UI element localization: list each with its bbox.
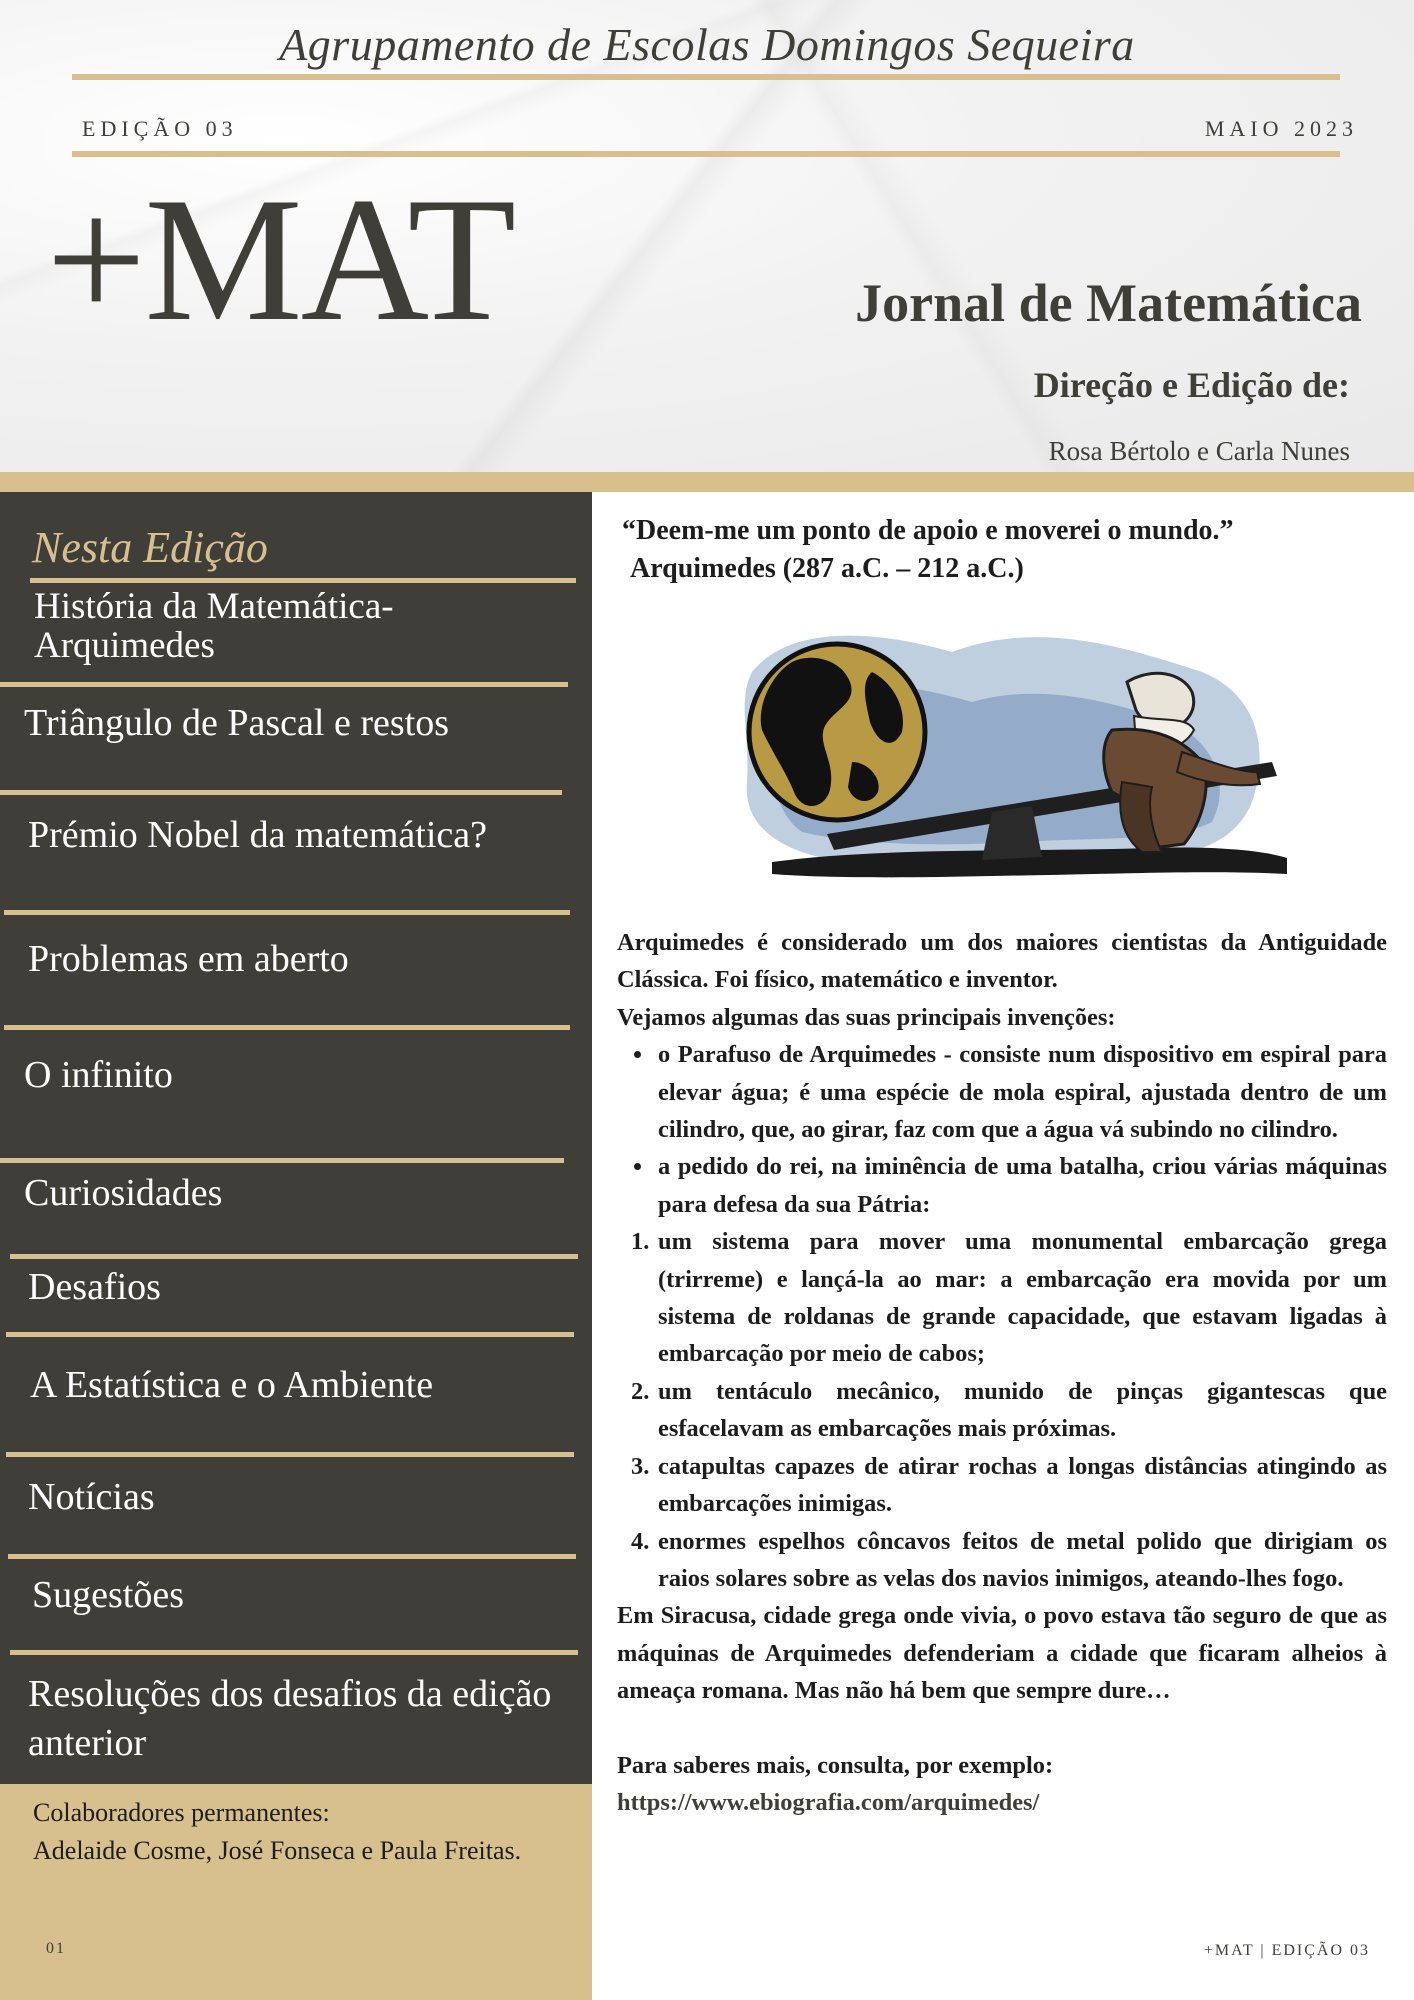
list-number: 2. bbox=[631, 1377, 650, 1405]
paragraph-gap bbox=[617, 1710, 1387, 1747]
journal-subtitle: Jornal de Matemática bbox=[855, 273, 1362, 333]
article-body bbox=[617, 924, 1387, 1821]
quote-author: Arquimedes (287 a.C. – 212 a.C.) bbox=[630, 553, 1024, 584]
collaborators-box bbox=[0, 1784, 592, 2000]
toc-divider bbox=[0, 1158, 564, 1163]
table-of-contents bbox=[0, 492, 592, 1784]
toc-divider bbox=[10, 1254, 578, 1259]
collaborators-title: Colaboradores permanentes: bbox=[33, 1798, 330, 1827]
toc-divider bbox=[6, 1452, 574, 1457]
header-rule-top bbox=[72, 74, 1340, 80]
list-number: 3. bbox=[631, 1452, 650, 1480]
footer-edition: +MAT | EDIÇÃO 03 bbox=[1203, 1942, 1370, 1959]
collaborators-names: Adelaide Cosme, José Fonseca e Paula Freitas. bbox=[33, 1836, 522, 1865]
toc-item-pascal[interactable]: Triângulo de Pascal e restos bbox=[24, 702, 449, 744]
toc-divider bbox=[8, 1554, 576, 1559]
closing-paragraph: Em Siracusa, cidade grega onde vivia, o povo estava tão seguro de que as máquinas de Arquimedes defenderiam a cidade que ficaram alheios à ameaça romana. Mas não há bem que sempre dure… bbox=[617, 1602, 1387, 1705]
toc-item-resolucoes[interactable]: Resoluções dos desafios da edição anterior bbox=[28, 1673, 552, 1764]
toc-item-historia[interactable]: História da Matemática- Arquimedes bbox=[34, 586, 394, 666]
list-text: enormes espelhos côncavos feitos de metal polido que dirigiam os raios solares sobre as velas dos navios inimigos, ateando-lhes fogo. bbox=[658, 1527, 1387, 1592]
toc-divider bbox=[10, 1650, 578, 1655]
inventions-list bbox=[617, 1036, 1387, 1223]
toc-heading: Nesta Edição bbox=[32, 523, 268, 572]
toc-item-problemas[interactable]: Problemas em aberto bbox=[28, 938, 349, 980]
toc-item-curiosidades[interactable]: Curiosidades bbox=[24, 1172, 223, 1214]
list-item bbox=[617, 1448, 1387, 1523]
directors-names: Rosa Bértolo e Carla Nunes bbox=[1048, 436, 1350, 466]
list-text: catapultas capazes de atirar rochas a longas distâncias atingindo as embarcações inimigas. bbox=[658, 1452, 1387, 1518]
toc-divider bbox=[4, 1025, 570, 1030]
intro-paragraph: Arquimedes é considerado um dos maiores cientistas da Antiguidade Clássica. Foi físico, matemático e inventor. bbox=[617, 929, 1387, 994]
quote-text: “Deem-me um ponto de apoio e moverei o mundo.” bbox=[622, 515, 1234, 546]
toc-divider bbox=[4, 910, 570, 915]
machines-list bbox=[617, 1223, 1387, 1597]
toc-item-estatistica[interactable]: A Estatística e o Ambiente bbox=[30, 1364, 434, 1406]
list-number: 4. bbox=[631, 1527, 650, 1555]
inventions-lead: Vejamos algumas das suas principais invenções: bbox=[617, 1003, 1116, 1031]
list-item: o Parafuso de Arquimedes - consiste num dispositivo em espiral para elevar água; é uma espécie de mola espiral, ajustada dentro de um cilindro, que, ao girar, faz com que a água vá subindo no cilindro. bbox=[617, 1036, 1387, 1148]
page-number: 01 bbox=[46, 1940, 66, 1957]
list-text: um tentáculo mecânico, munido de pinças gigantescas que esfacelavam as embarcações mais próximas. bbox=[658, 1377, 1387, 1443]
header-rule-bottom bbox=[72, 151, 1340, 157]
toc-item-sugestoes[interactable]: Sugestões bbox=[32, 1574, 184, 1616]
archimedes-lever-illustration bbox=[732, 612, 1292, 902]
edition-label: EDIÇÃO 03 bbox=[82, 116, 238, 141]
list-item: a pedido do rei, na iminência de uma batalha, criou várias máquinas para defesa da sua Pátria: bbox=[617, 1148, 1387, 1223]
more-info-label: Para saberes mais, consulta, por exemplo: bbox=[617, 1751, 1054, 1779]
toc-item-nobel[interactable]: Prémio Nobel da matemática? bbox=[28, 814, 487, 856]
list-item bbox=[617, 1223, 1387, 1373]
school-group-title: Agrupamento de Escolas Domingos Sequeira bbox=[279, 19, 1135, 70]
toc-item-noticias[interactable]: Notícias bbox=[28, 1476, 155, 1518]
list-number: 1. bbox=[631, 1228, 650, 1256]
archimedes-quote bbox=[622, 512, 1234, 588]
toc-divider bbox=[6, 1332, 574, 1337]
list-text: um sistema para mover uma monumental embarcação grega (trirreme) e lançá-la ao mar: a embarcação era movida por um sistema de roldanas de grande capacidade, que estavam ligadas à embarcação por meio de cabos; bbox=[658, 1228, 1387, 1368]
list-item bbox=[617, 1523, 1387, 1598]
masthead-header bbox=[0, 0, 1414, 472]
issue-date: MAIO 2023 bbox=[1204, 116, 1358, 141]
reference-link[interactable]: https://www.ebiografia.com/arquimedes/ bbox=[617, 1788, 1040, 1816]
toc-item-desafios[interactable]: Desafios bbox=[28, 1266, 161, 1308]
masthead-title: +MAT bbox=[46, 160, 515, 358]
toc-item-infinito[interactable]: O infinito bbox=[24, 1054, 173, 1096]
toc-divider bbox=[30, 578, 576, 583]
toc-divider bbox=[0, 682, 568, 687]
header-gold-band bbox=[0, 472, 1414, 492]
direction-label: Direção e Edição de: bbox=[1033, 365, 1350, 405]
list-item bbox=[617, 1373, 1387, 1448]
article bbox=[592, 492, 1414, 2000]
toc-divider bbox=[0, 790, 562, 795]
